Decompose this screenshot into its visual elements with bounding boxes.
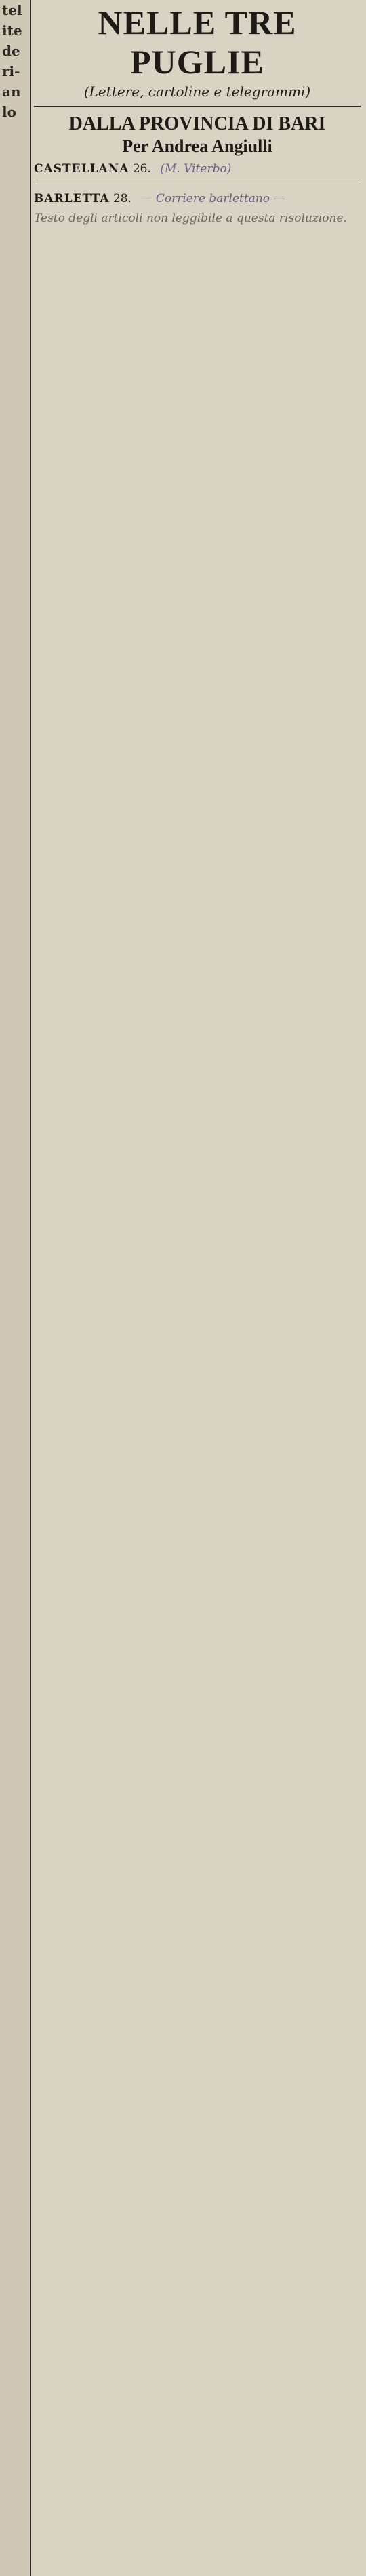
- dispatch-castellana-lead: [34, 161, 361, 177]
- legibility-note: Testo degli articoli non leggibile a questa risoluzione.: [34, 212, 347, 225]
- article-byline: Per Andrea Angiulli: [122, 136, 272, 156]
- dispatch-correspondent: (M. Viterbo): [160, 162, 232, 176]
- divider: [34, 106, 361, 107]
- strip-fragment: de: [2, 43, 20, 59]
- dispatch-barletta-lead: [34, 191, 361, 207]
- strip-fragment: ite: [2, 22, 22, 39]
- dispatch-date: 28.: [113, 192, 132, 206]
- dispatch-correspondent: — Corriere barlettano —: [140, 192, 285, 206]
- adjacent-column-strip: [0, 0, 31, 2576]
- masthead: NELLE TRE PUGLIE: [98, 3, 297, 81]
- dispatch-place: BARLETTA: [34, 192, 110, 206]
- strip-fragment: an: [2, 83, 21, 100]
- strip-fragment: lo: [2, 104, 16, 120]
- main-column: [34, 0, 361, 2576]
- strip-fragment: ri-: [2, 63, 20, 79]
- dispatch-place: CASTELLANA: [34, 162, 129, 176]
- dispatch-date: 26.: [132, 162, 151, 176]
- section-title: DALLA PROVINCIA DI BARI: [68, 113, 326, 134]
- subtitle: (Lettere, cartoline e telegrammi): [83, 83, 311, 100]
- strip-fragment: tel: [2, 2, 22, 18]
